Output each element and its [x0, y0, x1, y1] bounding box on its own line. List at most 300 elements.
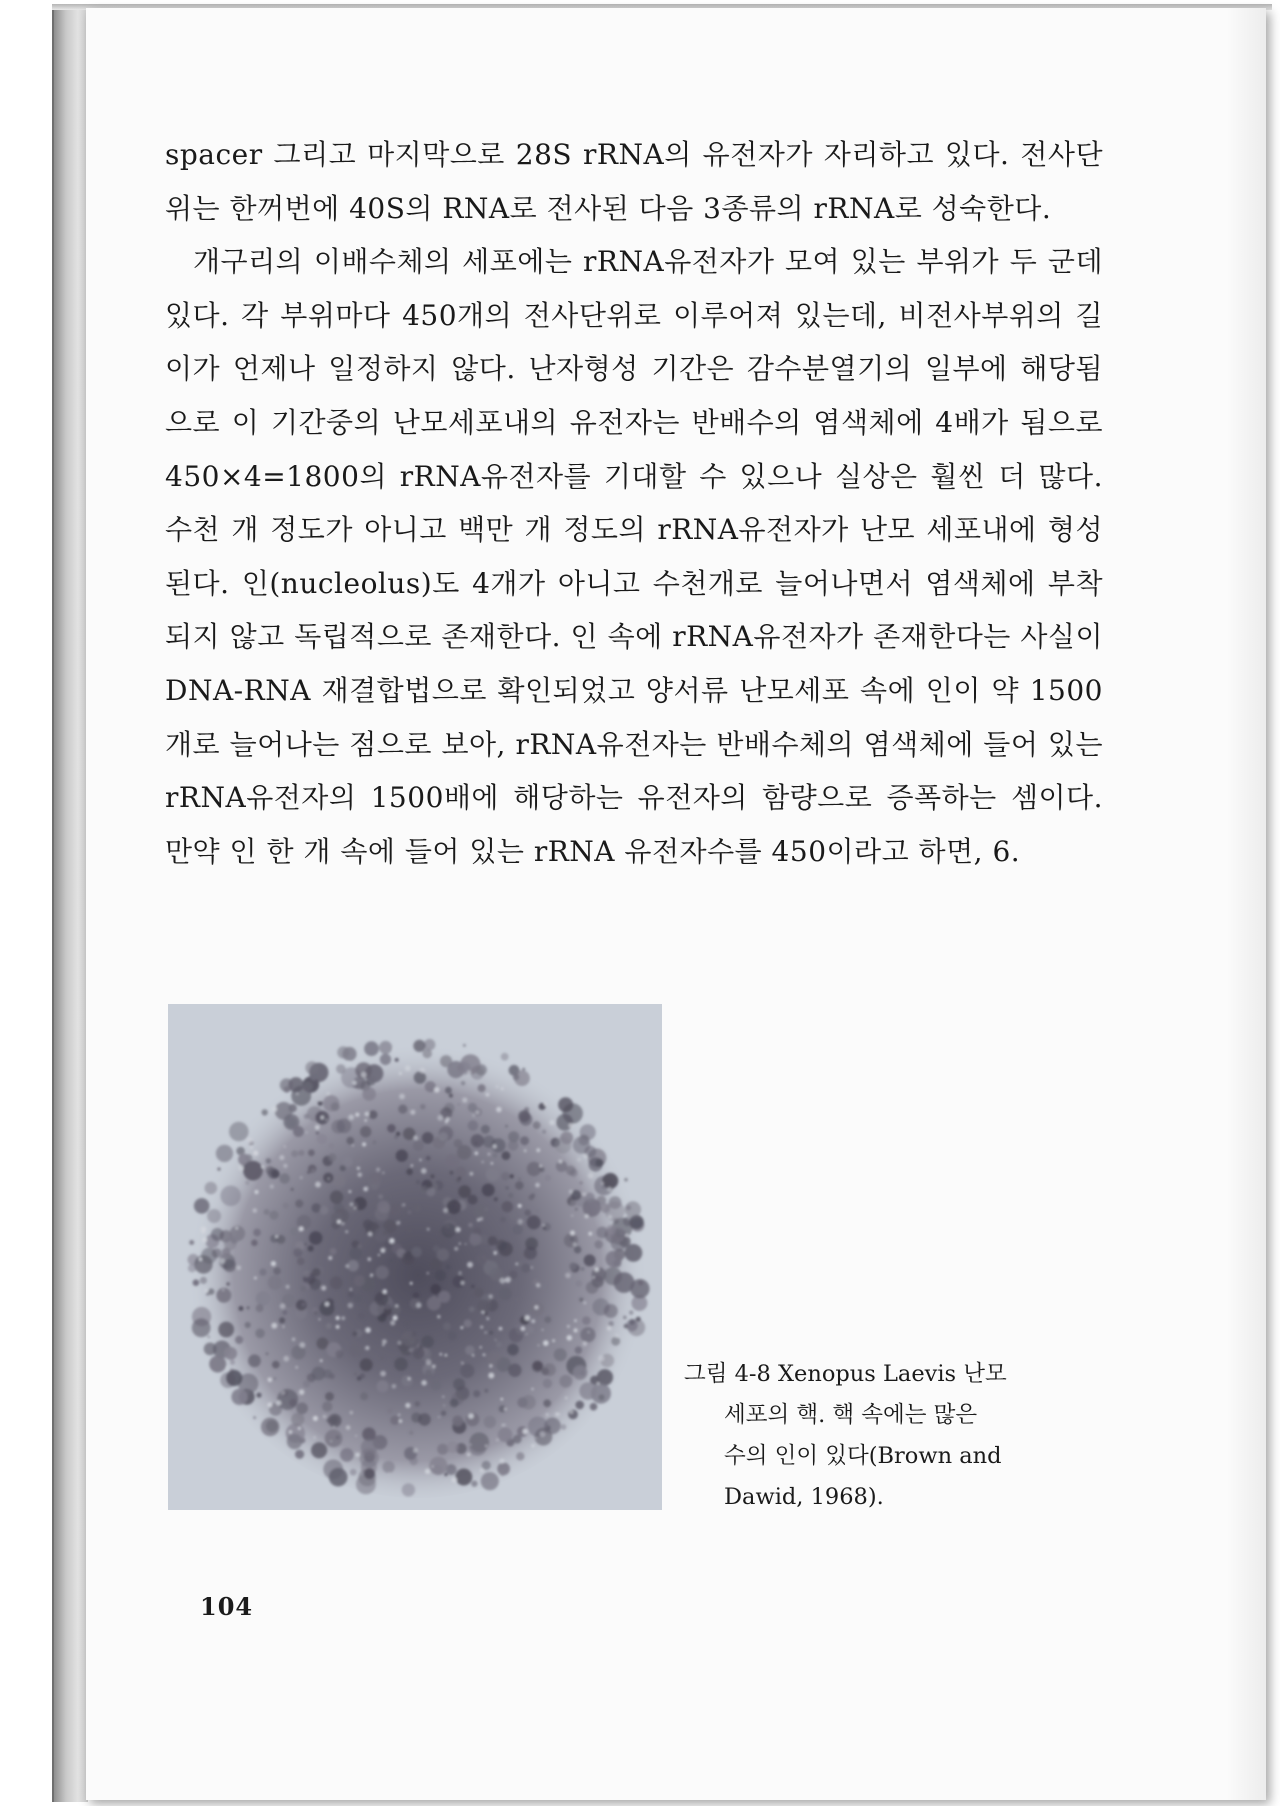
nucleolus-dot [407, 1416, 410, 1419]
nucleolus-dot [311, 1169, 315, 1173]
nucleolus-dot [455, 1167, 466, 1178]
nucleolus-dot [376, 1266, 389, 1279]
light-speck [459, 1243, 461, 1245]
nucleolus-dot [431, 1380, 442, 1391]
light-speck [427, 1228, 430, 1231]
light-speck [345, 1264, 349, 1268]
nucleolus-dot [277, 1389, 298, 1410]
light-speck [488, 1153, 491, 1156]
nucleolus-dot [510, 1213, 516, 1219]
nucleolus-dot [579, 1298, 583, 1302]
light-speck [502, 1424, 505, 1427]
nucleolus-dot [256, 1393, 261, 1398]
nucleolus-dot [243, 1161, 263, 1181]
nucleolus-dot [469, 1234, 481, 1246]
nucleolus-dot [360, 1358, 373, 1371]
light-speck [306, 1131, 308, 1133]
nucleolus-dot [302, 1303, 306, 1307]
nucleolus-dot [561, 1424, 567, 1430]
nucleolus-dot [568, 1410, 578, 1420]
nucleolus-dot [604, 1267, 622, 1285]
light-speck [352, 1145, 354, 1147]
light-speck [299, 1389, 305, 1395]
book-spine-edge [52, 10, 88, 1802]
nucleolus-dot [509, 1270, 518, 1279]
nucleolus-dot [231, 1389, 247, 1405]
nucleolus-dot [413, 1347, 425, 1359]
light-speck [325, 1302, 330, 1307]
light-speck [363, 1187, 368, 1192]
light-speck [300, 1176, 303, 1179]
light-speck [485, 1331, 487, 1333]
nucleolus-dot [533, 1361, 543, 1371]
light-speck [289, 1430, 292, 1433]
light-speck [432, 1365, 436, 1369]
light-speck [474, 1151, 478, 1155]
light-speck [202, 1237, 207, 1242]
nucleolus-dot [303, 1271, 310, 1278]
nucleolus-dot [512, 1224, 523, 1235]
nucleolus-dot [469, 1306, 475, 1312]
nucleolus-dot [355, 1156, 361, 1162]
nucleolus-dot [460, 1364, 474, 1378]
light-speck [432, 1466, 434, 1468]
nucleolus-dot [308, 1245, 314, 1251]
nucleolus-dot [395, 1058, 399, 1062]
light-speck [238, 1165, 244, 1171]
nucleolus-dot [296, 1402, 308, 1414]
light-speck [275, 1235, 278, 1238]
light-speck [292, 1338, 296, 1342]
light-speck [348, 1114, 354, 1120]
nucleolus-dot [347, 1260, 358, 1271]
nucleolus-dot [420, 1186, 428, 1194]
nucleolus-dot [498, 1427, 513, 1442]
nucleolus-dot [545, 1175, 552, 1182]
nucleolus-dot [194, 1198, 210, 1214]
nucleolus-dot [582, 1316, 591, 1325]
light-speck [500, 1398, 503, 1401]
nucleolus-dot [463, 1044, 466, 1047]
light-speck [365, 1112, 370, 1117]
light-speck [505, 1277, 511, 1283]
nucleolus-dot [371, 1173, 382, 1184]
nucleolus-dot [611, 1337, 620, 1346]
nucleolus-dot [205, 1182, 218, 1195]
light-speck [499, 1327, 503, 1331]
light-speck [313, 1416, 318, 1421]
nucleolus-dot [413, 1040, 425, 1052]
nucleolus-dot [348, 1291, 354, 1297]
nucleolus-dot [524, 1209, 531, 1216]
light-speck [296, 1093, 298, 1095]
nucleolus-dot [468, 1120, 479, 1131]
nucleolus-dot [326, 1323, 332, 1329]
nucleolus-dot [379, 1041, 392, 1054]
light-speck [470, 1444, 472, 1446]
nucleolus-dot [559, 1375, 572, 1388]
nucleolus-dot [235, 1336, 243, 1344]
page-number: 104 [200, 1592, 254, 1621]
light-speck [276, 1401, 281, 1406]
nucleolus-dot [300, 1285, 307, 1292]
nucleolus-dot [369, 1110, 378, 1119]
light-speck [368, 1232, 373, 1237]
light-speck [350, 1411, 353, 1414]
nucleolus-dot [312, 1268, 320, 1276]
light-speck [421, 1168, 427, 1174]
nucleolus-dot [416, 1180, 420, 1184]
nucleolus-dot [382, 1461, 394, 1473]
nucleolus-dot [411, 1412, 421, 1422]
light-speck [393, 1048, 395, 1050]
light-speck [567, 1335, 573, 1341]
light-speck [315, 1182, 321, 1188]
light-speck [588, 1331, 590, 1333]
nucleolus-dot [574, 1246, 582, 1254]
light-speck [540, 1431, 546, 1437]
nucleolus-dot [293, 1248, 302, 1257]
light-speck [454, 1247, 458, 1251]
light-speck [397, 1221, 401, 1225]
nucleolus-dot [445, 1087, 452, 1094]
nucleolus-dot [584, 1254, 596, 1266]
nucleolus-dot [337, 1119, 352, 1134]
light-speck [399, 1419, 402, 1422]
nucleolus-dot [253, 1416, 256, 1419]
nucleolus-dot [457, 1103, 460, 1106]
nucleolus-dot [401, 1331, 416, 1346]
nucleolus-dot [445, 1264, 450, 1269]
nucleolus-dot [347, 1201, 359, 1213]
nucleolus-dot [279, 1173, 290, 1184]
nucleolus-dot [470, 1066, 484, 1080]
nucleolus-dot [328, 1414, 342, 1428]
light-speck [461, 1281, 465, 1285]
nucleolus-dot [402, 1483, 415, 1496]
nucleolus-dot [357, 1244, 362, 1249]
nucleolus-dot [515, 1181, 524, 1190]
nucleolus-dot [305, 1061, 318, 1074]
nucleolus-dot [594, 1240, 603, 1249]
nucleolus-dot [361, 1439, 378, 1456]
nucleolus-dot [364, 1041, 379, 1056]
light-speck [531, 1319, 535, 1323]
light-speck [330, 1440, 332, 1442]
nucleolus-dot [468, 1195, 478, 1205]
nucleolus-dot [435, 1270, 446, 1281]
nucleolus-dot [530, 1206, 534, 1210]
nucleolus-dot [394, 1357, 408, 1371]
nucleolus-dot [396, 1132, 400, 1136]
nucleolus-dot [623, 1316, 627, 1320]
nucleolus-dot [303, 1082, 313, 1092]
nucleolus-dot [317, 1134, 328, 1145]
light-speck [615, 1334, 619, 1338]
light-speck [460, 1326, 463, 1329]
nucleolus-dot [330, 1248, 337, 1255]
light-speck [542, 1329, 544, 1331]
nucleolus-dot [430, 1174, 434, 1178]
nucleolus-dot [447, 1441, 459, 1453]
nucleolus-dot [284, 1086, 291, 1093]
light-speck [625, 1234, 628, 1237]
light-speck [574, 1319, 577, 1322]
light-speck [333, 1426, 335, 1428]
light-speck [299, 1342, 305, 1348]
light-speck [523, 1429, 528, 1434]
light-speck [348, 1190, 351, 1193]
light-speck [544, 1101, 546, 1103]
nucleolus-dot [543, 1379, 553, 1389]
nucleolus-dot [289, 1104, 297, 1112]
light-speck [608, 1215, 612, 1219]
nucleolus-dot [516, 1452, 524, 1460]
micrograph-image [168, 1004, 662, 1510]
light-speck [350, 1288, 352, 1290]
light-speck [365, 1346, 369, 1350]
nucleolus-dot [411, 1247, 422, 1258]
nucleolus-dot [360, 1373, 365, 1378]
light-speck [446, 1117, 450, 1121]
nucleolus-dot [415, 1205, 421, 1211]
light-speck [370, 1274, 373, 1277]
caption-line-3: 수의 인이 있다(Brown and [724, 1443, 1002, 1469]
nucleolus-dot [329, 1143, 335, 1149]
light-speck [489, 1294, 493, 1298]
nucleolus-dot [526, 1326, 534, 1334]
nucleolus-dot [636, 1317, 641, 1322]
nucleolus-dot [377, 1380, 389, 1392]
light-speck [426, 1359, 432, 1365]
nucleolus-dot [605, 1251, 622, 1268]
light-speck [348, 1303, 354, 1309]
light-speck [491, 1162, 494, 1165]
light-speck [382, 1344, 384, 1346]
light-speck [481, 1311, 484, 1314]
light-speck [518, 1219, 523, 1224]
light-speck [567, 1325, 570, 1328]
nucleolus-dot [510, 1174, 514, 1178]
nucleolus-dot [575, 1401, 584, 1410]
nucleolus-dot [286, 1117, 297, 1128]
light-speck [480, 1326, 483, 1329]
light-speck [570, 1410, 574, 1414]
nucleolus-dot [501, 1172, 510, 1181]
nucleolus-dot [426, 1187, 435, 1196]
nucleolus-dot [486, 1168, 500, 1182]
light-speck [380, 1248, 385, 1253]
nucleolus-dot [245, 1322, 251, 1328]
nucleolus-dot [501, 1053, 509, 1061]
light-speck [362, 1142, 366, 1146]
light-speck [219, 1258, 225, 1264]
light-speck [526, 1333, 528, 1335]
nucleolus-dot [482, 1461, 491, 1470]
nucleolus-dot [496, 1341, 502, 1347]
light-speck [438, 1416, 440, 1418]
light-speck [283, 1164, 287, 1168]
light-speck [341, 1316, 345, 1320]
nucleolus-dot [350, 1469, 357, 1476]
nucleolus-dot [429, 1457, 447, 1475]
light-speck [253, 1150, 258, 1155]
light-speck [421, 1380, 427, 1386]
nucleolus-dot [624, 1178, 628, 1182]
nucleolus-dot [282, 1310, 287, 1315]
light-speck [467, 1453, 471, 1457]
nucleolus-dot [256, 1291, 271, 1306]
nucleolus-dot [207, 1209, 221, 1223]
light-speck [328, 1178, 330, 1180]
nucleolus-dot [255, 1329, 265, 1339]
nucleolus-dot [354, 1294, 363, 1303]
paragraph-2: 개구리의 이배수체의 세포에는 rRNA유전자가 모여 있는 부위가 두 군데 있다. 각 부위마다 450개의 전사단위로 이루어져 있는데, 비전사부위의 길이가 언제나 일정하지 않다. 난자형성 기간은 감수분열기의 일부에 해당됨으로 이 기간중의 난모세포내의 유전자는 반배수의 염색체에 4배가 됨으로 450×4=1800의 rRNA유전자를 기대할 수 있으나 실상은 훨씬 더 많다. 수천 개 정도가 아니고 백만 개 정도의 rRNA유전자가 난모 세포내에 형성된다. 인(nucleolus)도 4개가 아니고 수천개로 늘어나면서 염색체에 부착되지 않고 독립적으로 존재한다. 인 속에 rRNA유전자가 존재한다는 사실이 DNA-RNA 재결합법으로 확인되었고 양서류 난모세포 속에 인이 약 1500개로 늘어나는 점으로 보아, rRNA유전자는 반배수체의 염색체에 들어 있는 rRNA유전자의 1500배에 해당하는 유전자의 함량으로 증폭하는 셈이다. 만약 인 한 개 속에 들어 있는 rRNA 유전자수를 450이라고 하면, 6. [165, 245, 1103, 868]
nucleolus-dot [590, 1403, 598, 1411]
light-speck [325, 1119, 327, 1121]
nucleolus-dot [247, 1306, 250, 1309]
light-speck [222, 1289, 224, 1291]
light-speck [535, 1437, 537, 1439]
nucleolus-dot [323, 1173, 333, 1183]
nucleolus-dot [468, 1223, 473, 1228]
nucleolus-dot [377, 1201, 390, 1214]
light-speck [280, 1303, 286, 1309]
nucleolus-dot [380, 1054, 391, 1065]
light-speck [504, 1424, 506, 1426]
nucleolus-dot [604, 1304, 618, 1318]
light-speck [472, 1354, 474, 1356]
nucleolus-dot [378, 1194, 383, 1199]
light-speck [298, 1427, 301, 1430]
nucleolus-dot [527, 1215, 541, 1229]
nucleolus-dot [533, 1121, 541, 1129]
nucleolus-dot [251, 1240, 258, 1247]
nucleolus-dot [336, 1435, 340, 1439]
nucleolus-dot [273, 1377, 277, 1381]
nucleolus-dot [447, 1200, 461, 1214]
page-shadow [1226, 8, 1266, 1800]
nucleolus-dot [223, 1259, 236, 1272]
light-speck [392, 1384, 397, 1389]
nucleolus-dot [406, 1169, 413, 1176]
light-speck [565, 1273, 571, 1279]
light-speck [537, 1344, 539, 1346]
nucleolus-dot [484, 1416, 497, 1429]
nucleolus-dot [566, 1165, 576, 1175]
light-speck [483, 1353, 486, 1356]
nucleolus-dot [629, 1310, 633, 1314]
nucleolus-dot [239, 1306, 244, 1311]
nucleolus-dot [386, 1196, 391, 1201]
nucleolus-dot [390, 1416, 399, 1425]
nucleolus-dot [544, 1316, 551, 1323]
nucleolus-dot [380, 1356, 384, 1360]
caption-line-2: 세포의 핵. 핵 속에는 많은 [724, 1402, 978, 1428]
light-speck [559, 1160, 563, 1164]
nucleolus-dot [229, 1122, 249, 1142]
nucleolus-dot [573, 1365, 587, 1379]
nucleolus-dot [520, 1136, 529, 1145]
light-speck [524, 1149, 527, 1152]
light-speck [314, 1436, 316, 1438]
light-speck [535, 1183, 540, 1188]
nucleolus-dot [508, 1364, 521, 1377]
light-speck [413, 1448, 418, 1453]
light-speck [569, 1190, 573, 1194]
nucleolus-dot [266, 1420, 278, 1432]
nucleolus-dot [405, 1323, 408, 1326]
nucleolus-dot [266, 1352, 269, 1355]
light-speck [427, 1272, 429, 1274]
light-speck [437, 1115, 443, 1121]
nucleolus-dot [264, 1209, 270, 1215]
light-speck [295, 1366, 298, 1369]
light-speck [570, 1231, 575, 1236]
light-speck [593, 1277, 595, 1279]
light-speck [434, 1087, 440, 1093]
nucleolus-dot [329, 1468, 348, 1487]
nucleolus-dot [471, 1284, 475, 1288]
light-speck [410, 1282, 413, 1285]
light-speck [352, 1081, 356, 1085]
light-speck [382, 1339, 387, 1344]
light-speck [597, 1382, 600, 1385]
nucleolus-dot [581, 1267, 585, 1271]
light-speck [283, 1326, 285, 1328]
light-speck [326, 1092, 329, 1095]
nucleolus-dot [461, 1081, 465, 1085]
light-speck [485, 1445, 488, 1448]
nucleolus-dot [297, 1215, 312, 1230]
nucleolus-dot [312, 1203, 322, 1213]
light-speck [496, 1107, 502, 1113]
nucleolus-dot [413, 1140, 424, 1151]
light-speck [486, 1317, 489, 1320]
body-text [165, 128, 1103, 878]
nucleolus-dot [349, 1343, 363, 1357]
nucleolus-dot [340, 1165, 346, 1171]
light-speck [299, 1227, 304, 1232]
nucleolus-dot [502, 1151, 511, 1160]
nucleolus-dot [375, 1292, 389, 1306]
light-speck [521, 1326, 525, 1330]
nucleolus-dot [401, 1375, 413, 1387]
light-speck [226, 1367, 228, 1369]
nucleolus-dot [364, 1468, 375, 1479]
nucleolus-dot [420, 1104, 426, 1110]
nucleolus-dot [245, 1181, 250, 1186]
nucleolus-dot [487, 1351, 502, 1366]
nucleolus-dot [269, 1211, 278, 1220]
nucleolus-dot [599, 1394, 605, 1400]
light-speck [411, 1164, 413, 1166]
light-speck [479, 1346, 482, 1349]
nucleolus-dot [409, 1431, 414, 1436]
light-speck [462, 1097, 467, 1102]
nucleolus-dot [272, 1361, 280, 1369]
nucleolus-dot [498, 1242, 512, 1256]
nucleolus-dot [554, 1137, 571, 1154]
light-speck [378, 1254, 380, 1256]
nucleolus-dot [283, 1202, 289, 1208]
light-speck [286, 1285, 290, 1289]
nucleolus-dot [489, 1331, 493, 1335]
nucleolus-dot [193, 1279, 200, 1286]
nucleolus-dot [303, 1380, 310, 1387]
nucleolus-dot [448, 1331, 457, 1340]
nucleolus-dot [450, 1399, 459, 1408]
